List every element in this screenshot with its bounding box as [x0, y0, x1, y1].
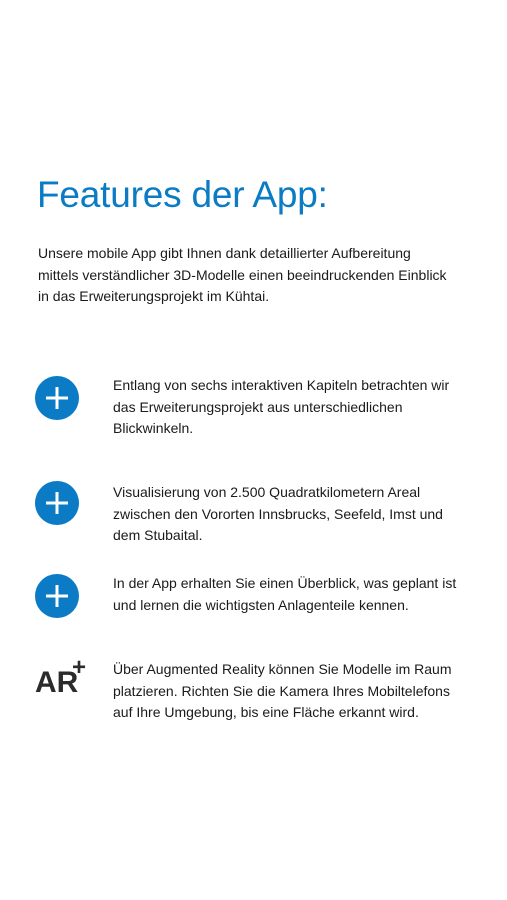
- feature-text: [113, 659, 473, 724]
- feature-line: und lernen die wichtigsten Anlagenteile kennen.: [113, 596, 409, 613]
- ar-plus-icon: [35, 656, 93, 700]
- intro-line: in das Erweiterungsprojekt im Kühtai.: [38, 288, 270, 304]
- feature-line: Blickwinkeln.: [113, 420, 194, 436]
- page-title: Features der App:: [37, 174, 328, 215]
- feature-text: [113, 482, 473, 547]
- feature-line: Entlang von sechs interaktiven Kapiteln betrachten wir: [113, 377, 450, 393]
- ar-icon-plus: +: [72, 656, 87, 681]
- feature-text: [113, 573, 473, 616]
- feature-line: auf Ihre Umgebung, bis eine Fläche erkannt wird.: [113, 704, 419, 720]
- feature-line: platzieren. Richten Sie die Kamera Ihres Mobiltelefons: [113, 682, 450, 699]
- feature-line: das Erweiterungsprojekt aus unterschiedlichen: [113, 398, 403, 415]
- feature-line: Visualisierung von 2.500 Quadratkilometern Areal: [113, 484, 421, 500]
- feature-line: Über Augmented Reality können Sie Modelle im Raum: [113, 661, 452, 677]
- plus-circle-icon: [35, 481, 79, 525]
- plus-circle-icon: [35, 574, 79, 618]
- feature-line: dem Stubaital.: [113, 527, 203, 543]
- feature-line: zwischen den Vororten Innsbrucks, Seefeld, Imst und: [113, 505, 443, 522]
- feature-text: [113, 375, 473, 440]
- intro-line: Unsere mobile App gibt Ihnen dank detaillierter Aufbereitung: [38, 245, 411, 261]
- ar-icon-text: AR: [35, 666, 79, 699]
- feature-line: In der App erhalten Sie einen Überblick, was geplant ist: [113, 575, 457, 591]
- plus-circle-icon: [35, 376, 79, 420]
- intro-paragraph: [38, 243, 478, 308]
- intro-line: mittels verständlicher 3D-Modelle einen beeindruckenden Einblick: [38, 266, 447, 283]
